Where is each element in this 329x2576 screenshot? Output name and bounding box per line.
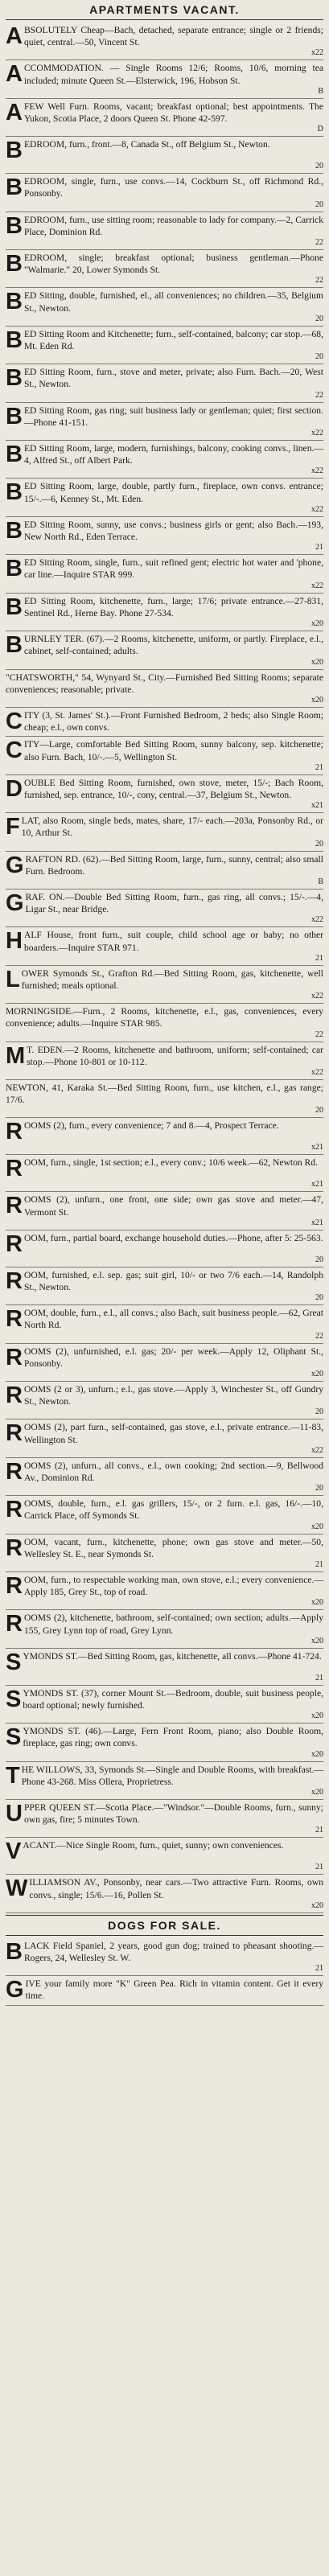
ad-initial: C	[6, 708, 23, 734]
classified-ad	[6, 1004, 323, 1041]
classified-ad	[6, 852, 323, 889]
ad-initial: A	[6, 23, 23, 49]
ad-initial: D	[6, 775, 23, 802]
ad-code: x20	[311, 1900, 323, 1910]
ad-text: LACK Field Spaniel, 2 years, good gun dog; trained to pheasant shooting.—Rogers, 24, Wellesley St. W.	[23, 1940, 323, 1964]
ad-code: 20	[315, 314, 323, 323]
ad-code: 20	[315, 1106, 323, 1115]
ad-text: OOMS (2), part furn., self-contained, gas stove, e.l., private entrance.—11-83, Wellington St.	[23, 1422, 323, 1445]
ad-text: URNLEY TER. (67).—2 Rooms, kitchenette, uniform, or partly. Fireplace, e.l., cabinet, self-contained; adults.	[23, 634, 323, 657]
ad-text: ED Sitting Room, furn., stove and meter, private; also Furn. Bach.—20, West St., Newton.	[23, 367, 323, 390]
classified-ad	[6, 889, 323, 927]
ad-initial: B	[6, 1938, 23, 1965]
classified-ad	[6, 212, 323, 250]
ad-code: x20	[311, 1788, 323, 1797]
ad-text: OOM, furnished, e.l. sep. gas; suit girl, 10/- or two 7/6 each.—14, Randolph St., Newton.	[23, 1269, 323, 1292]
ad-text: ED Sitting Room, gas ring; suit business lady or gentleman; quiet; first section.—Phone 41-151.	[23, 405, 323, 428]
ad-text: OOM, furn., single, 1st section; e.l., every conv.; 10/6 week.—62, Newton Rd.	[23, 1157, 318, 1169]
ad-text: EDROOM, furn., use sitting room; reasonable to lady for company.—2, Carrick Place, Dominion Rd.	[23, 214, 323, 237]
classified-ad	[6, 1155, 323, 1192]
ad-text: ED Sitting Room, single, furn., suit refined gent; electric hot water and 'phone, car line.—Inquire STAR 999.	[23, 557, 323, 581]
ad-code: x20	[311, 1522, 323, 1531]
ad-text: OOM, furn., to respectable working man, own stove, e.l.; every convenience.—Apply 185, Grey St., top of road.	[23, 1575, 323, 1598]
ad-initial: B	[6, 289, 23, 315]
ad-text: ED Sitting Room, sunny, use convs.; business girls or gent; also Bach.—193, New North Rd., Eden Terrace.	[23, 519, 323, 543]
classified-ad	[6, 1535, 323, 1572]
ad-code: D	[317, 125, 323, 134]
classified-ad	[6, 1572, 323, 1610]
ad-initial: B	[6, 251, 23, 277]
ad-text: CCOMMODATION. — Single Rooms 12/6; Rooms, 10/6, morning tea included; minute Queen St.—Elsterwick, 196, Hobson St.	[23, 63, 323, 86]
ad-text: ED Sitting, double, furnished, el., all conveniences; no children.—35, Belgium St., Newton.	[23, 290, 323, 314]
classified-ad	[6, 1800, 323, 1838]
ad-code: x22	[311, 504, 323, 514]
ad-initial: R	[6, 1344, 23, 1370]
ad-code: x20	[311, 1749, 323, 1759]
ad-code: x22	[311, 1445, 323, 1455]
ad-code: 20	[315, 1255, 323, 1264]
ad-code: 20	[315, 162, 323, 171]
classified-ad	[6, 60, 323, 98]
ad-initial: R	[6, 1156, 23, 1182]
ad-text: OOM, vacant, furn., kitchenette, phone; own gas stove and meter.—50, Wellesley St. E., near Symonds St.	[23, 1536, 323, 1559]
ad-initial: R	[6, 1382, 23, 1408]
ad-text: MORNINGSIDE.—Furn., 2 Rooms, kitchenette, e.l., gas, conveniences, every convenience; adults.—Inquire STAR 985.	[6, 1006, 323, 1029]
ad-text: OOMS (2), furn., every convenience; 7 and 8.—4, Prospect Terrace.	[23, 1120, 279, 1132]
ad-initial: R	[6, 1573, 23, 1600]
ad-text: EDROOM, single, furn., use convs.—14, Cockburn St., off Richmond Rd., Ponsonby.	[23, 176, 323, 199]
classified-ad	[6, 1458, 323, 1496]
classified-ad	[6, 1762, 323, 1800]
classified-ad	[6, 23, 323, 60]
dogs-list	[6, 1938, 323, 2006]
ad-text: YMONDS ST.—Bed Sitting Room, gas, kitchenette, all convs.—Phone 41-724.	[23, 1650, 322, 1662]
classified-ad	[6, 1649, 323, 1686]
ad-initial: B	[6, 632, 23, 659]
classified-ad	[6, 137, 323, 174]
ad-code: 21	[315, 762, 323, 772]
ad-code: x20	[311, 695, 323, 705]
classified-ad	[6, 1080, 323, 1118]
classified-ad	[6, 250, 323, 288]
ad-initial: G	[6, 1977, 24, 2003]
classified-ad	[6, 670, 323, 708]
ad-text: FEW Well Furn. Rooms, vacant; breakfast optional; best appointments. The Yukon, Scotia Place, 2 doors Queen St. Phone 42-597.	[23, 101, 323, 125]
ad-code: x20	[311, 1636, 323, 1645]
ad-initial: S	[6, 1686, 22, 1712]
ad-code: x21	[311, 1143, 323, 1152]
ad-code: x20	[311, 1598, 323, 1608]
ad-initial: S	[6, 1724, 22, 1751]
ad-code: x22	[311, 915, 323, 925]
classified-ad	[6, 1344, 323, 1382]
ad-initial: H	[6, 928, 23, 955]
ad-text: LAT, also Room, single beds, mates, share, 17/- each.—203a, Ponsonby Rd., or 10, Arthur St.	[21, 816, 323, 839]
ad-initial: B	[6, 403, 23, 429]
ad-text: ED Sitting Room and Kitchenette; furn., self-contained, balcony; car stop.—68, Mt. Eden Rd.	[23, 328, 323, 352]
ad-text: OOMS (2), unfurn., all convs., e.l., own cooking; 2nd section.—9, Bellwood Av., Dominion Rd.	[23, 1460, 323, 1484]
ad-text: YMONDS ST. (37), corner Mount St.—Bedroom, double, suit business people, board optional; newly furnished.	[23, 1687, 323, 1711]
classified-ad	[6, 441, 323, 479]
ad-text: ITY—Large, comfortable Bed Sitting Room, sunny balcony, sep. kitchenette; also Furn. Bach, 10/-.—5, Wellington St.	[23, 739, 323, 762]
ad-text: ILLIAMSON AV., Ponsonby, near cars.—Two attractive Furn. Rooms, own convs., single; 15/6.—16, Pollen St.	[29, 1877, 323, 1900]
classified-ad	[6, 479, 323, 516]
classified-ad	[6, 1723, 323, 1761]
ad-initial: B	[6, 138, 23, 164]
ad-code: 22	[315, 1029, 323, 1039]
ad-code: 20	[315, 1407, 323, 1417]
ad-text: RAF. ON.—Double Bed Sitting Room, furn., gas ring, all convs.; 15/-.—4, Ligar St., near Bridge.	[25, 891, 323, 915]
ad-code: x21	[311, 1180, 323, 1189]
ad-text: ED Sitting Room, kitchenette, furn., large; 17/6; private entrance.—27-831, Sentinel Rd., Herne Bay. Phone 27-534.	[23, 595, 323, 618]
ad-code: 21	[315, 1673, 323, 1682]
ad-code: x21	[311, 801, 323, 811]
ad-code: x20	[311, 1711, 323, 1721]
ad-code: x20	[311, 657, 323, 667]
classified-ad	[6, 1875, 323, 1912]
ad-text: OOMS, double, furn., e.l. gas grillers, 15/-, or 2 furn. e.l. gas, 16/-.—10, Carrick Place, off Symonds St.	[23, 1498, 323, 1522]
classified-ad	[6, 288, 323, 326]
ad-code: x20	[311, 1370, 323, 1378]
ad-initial: R	[6, 1193, 23, 1219]
ad-initial: B	[6, 479, 23, 506]
classified-ad	[6, 966, 323, 1004]
ad-text: PPER QUEEN ST.—Scotia Place.—"Windsor."—Double Rooms, furn., sunny; own gas, fire; 5 minutes Town.	[23, 1802, 323, 1826]
ad-code: 21	[315, 1863, 323, 1872]
ad-initial: B	[6, 212, 23, 239]
ad-text: ITY (3, St. James' St.).—Front Furnished Bedroom, 2 beds; also Single Room; cheap; e.l., own convs.	[23, 709, 323, 733]
ad-text: EDROOM, single; breakfast optional; business gentleman.—Phone "Walmarie." 20, Lower Symonds St.	[23, 253, 323, 276]
classified-ad	[6, 1496, 323, 1534]
ad-initial: G	[6, 889, 24, 916]
ad-code: B	[318, 86, 323, 96]
ad-text: OWER Symonds St., Grafton Rd.—Bed Sitting Room, gas, kitchenette, well furnished; meals optional.	[21, 968, 323, 991]
classified-ad	[6, 517, 323, 555]
ad-code: 20	[315, 839, 323, 848]
ad-code: x20	[311, 619, 323, 629]
ad-text: EDROOM, furn., front.—8, Canada St., off Belgium St., Newton.	[23, 139, 270, 150]
classified-ad	[6, 1419, 323, 1457]
ad-initial: R	[6, 1458, 23, 1485]
ad-text: IVE your family more "K" Green Pea. Rich in vitamin content. Get it every time.	[25, 1978, 323, 2002]
ad-initial: R	[6, 1306, 23, 1333]
apartments-list	[6, 23, 323, 1913]
ad-initial: R	[6, 1420, 23, 1447]
ad-text: OOM, double, furn., e.l., all convs.; also Bach, suit business people.—62, Great North Rd.	[23, 1308, 323, 1331]
classified-ad	[6, 1610, 323, 1648]
ad-code: 20	[315, 1484, 323, 1493]
ad-code: B	[318, 877, 323, 886]
ad-initial: R	[6, 1497, 23, 1523]
ad-code: x22	[311, 429, 323, 438]
ad-code: 20	[315, 199, 323, 209]
ad-code: x21	[311, 1218, 323, 1227]
ad-code: 21	[315, 1964, 323, 1974]
classified-ad	[6, 737, 323, 774]
ad-initial: L	[6, 966, 20, 992]
ad-initial: C	[6, 737, 23, 764]
ad-initial: B	[6, 365, 23, 392]
ad-code: 22	[315, 238, 323, 248]
ad-text: OOMS (2), kitchenette, bathroom, self-contained; own section; adults.—Apply 155, Grey Lynn top of road, Grey Lynn.	[23, 1613, 323, 1636]
ad-code: 22	[315, 390, 323, 400]
ad-initial: A	[6, 99, 23, 125]
classified-ad	[6, 813, 323, 851]
ad-initial: B	[6, 517, 23, 544]
ad-text: YMONDS ST. (46).—Large, Fern Front Room, piano; also Double Room, fireplace, gas ring; own convs.	[23, 1726, 323, 1749]
ad-initial: R	[6, 1535, 23, 1561]
classified-ad	[6, 364, 323, 402]
ad-initial: B	[6, 556, 23, 582]
ad-code: x22	[311, 466, 323, 476]
classified-ad	[6, 327, 323, 364]
classified-ad	[6, 99, 323, 137]
ad-text: ALF House, front furn., suit couple, child school age or baby; no other boarders.—Inquire STAR 971.	[23, 930, 323, 953]
ad-code: 22	[315, 276, 323, 286]
ad-text: ED Sitting Room, large, double, partly furn., fireplace, own convs. entrance; 15/-.—6, Kenney St., Mt. Eden.	[23, 481, 323, 504]
classified-ad	[6, 708, 323, 737]
ad-initial: F	[6, 814, 20, 840]
classified-ad	[6, 1192, 323, 1230]
ad-initial: B	[6, 327, 23, 353]
ad-initial: R	[6, 1611, 23, 1637]
ad-code: x22	[311, 581, 323, 590]
ad-initial: G	[6, 852, 24, 878]
classified-ad	[6, 631, 323, 669]
classified-ad	[6, 927, 323, 965]
ad-initial: R	[6, 1119, 23, 1145]
classified-ad	[6, 174, 323, 212]
ad-initial: U	[6, 1801, 23, 1827]
ad-code: 22	[315, 1331, 323, 1341]
classified-ad	[6, 1938, 323, 1976]
ad-code: 20	[315, 1293, 323, 1303]
ad-code: 21	[315, 543, 323, 553]
ad-text: ACANT.—Nice Single Room, furn., quiet, sunny; own conveniences.	[23, 1840, 284, 1851]
classified-ad	[6, 594, 323, 631]
ad-code: x22	[311, 1067, 323, 1077]
ad-initial: S	[6, 1649, 22, 1675]
classified-ad	[6, 1976, 323, 2005]
classified-ad	[6, 1382, 323, 1419]
classified-ad	[6, 1305, 323, 1343]
ad-text: OOMS (2), unfurn., one front, one side; own gas stove and meter.—47, Vermont St.	[23, 1194, 323, 1218]
classified-ad	[6, 1230, 323, 1267]
ad-code: 21	[315, 1826, 323, 1835]
ad-initial: V	[6, 1839, 22, 1865]
ad-initial: R	[6, 1230, 23, 1257]
ad-text: OOM, furn., partial board, exchange household duties.—Phone, after 5: 25-563.	[23, 1232, 323, 1243]
classified-ad	[6, 1267, 323, 1305]
classified-ad	[6, 1042, 323, 1080]
ad-initial: B	[6, 594, 23, 620]
ad-text: NEWTON, 41, Karaka St.—Bed Sitting Room, furn., use kitchen, e.l., gas range; 17/6.	[6, 1082, 323, 1106]
classified-ad	[6, 1838, 323, 1875]
ad-text: OUBLE Bed Sitting Room, furnished, own stove, meter, 15/-; Bach Room, furnished, sep. entrance, 10/-, cony, central.—37, Belgium St., Newton.	[23, 777, 323, 800]
ad-code: x22	[311, 48, 323, 58]
ad-text: OOMS (2), unfurnished, e.l. gas; 20/- per week.—Apply 12, Oliphant St., Ponsonby.	[23, 1346, 323, 1369]
section-heading-apartments: APARTMENTS VACANT.	[6, 3, 323, 20]
ad-initial: M	[6, 1042, 26, 1069]
ad-text: T. EDEN.—2 Rooms, kitchenette and bathroom, uniform; self-contained; car stop.—Phone 10-801 or 10-112.	[27, 1044, 323, 1067]
ad-initial: W	[6, 1876, 28, 1902]
section-heading-dogs: DOGS FOR SALE.	[6, 1915, 323, 1936]
ad-code: 21	[315, 953, 323, 963]
classified-ad	[6, 555, 323, 593]
ad-text: OOMS (2 or 3), unfurn.; e.l., gas stove.—Apply 3, Winchester St., off Gundry St., Newton.	[23, 1384, 323, 1407]
ad-initial: T	[6, 1762, 20, 1789]
ad-initial: B	[6, 442, 23, 468]
ad-initial: B	[6, 175, 23, 201]
ad-text: RAFTON RD. (62).—Bed Sitting Room, large, furn., sunny, central; also small Furn. Bedroom.	[25, 853, 323, 877]
ad-code: x22	[311, 992, 323, 1001]
ad-initial: A	[6, 61, 23, 88]
ad-text: BSOLUTELY Cheap—Bach, detached, separate entrance; single or 2 friends; quiet, central.—50, Vincent St.	[23, 25, 323, 48]
ad-code: 21	[315, 1560, 323, 1570]
ad-text: HE WILLOWS, 33, Symonds St.—Single and Double Rooms, with breakfast.—Phone 43-268. Miss Ollera, Proprietress.	[21, 1764, 323, 1787]
classified-ad	[6, 775, 323, 813]
ad-text: ED Sitting Room, large, modern, furnishings, balcony, cooking convs., linen.—4, Alfred St., off Albert Park.	[23, 443, 323, 466]
classified-ad	[6, 1118, 323, 1155]
ad-code: 20	[315, 352, 323, 362]
ad-text: "CHATSWORTH," 54, Wynyard St., City.—Furnished Bed Sitting Rooms; separate conveniences; reasonable; private.	[6, 672, 323, 695]
ad-initial: R	[6, 1267, 23, 1294]
classified-ad	[6, 403, 323, 441]
classified-ad	[6, 1686, 323, 1723]
